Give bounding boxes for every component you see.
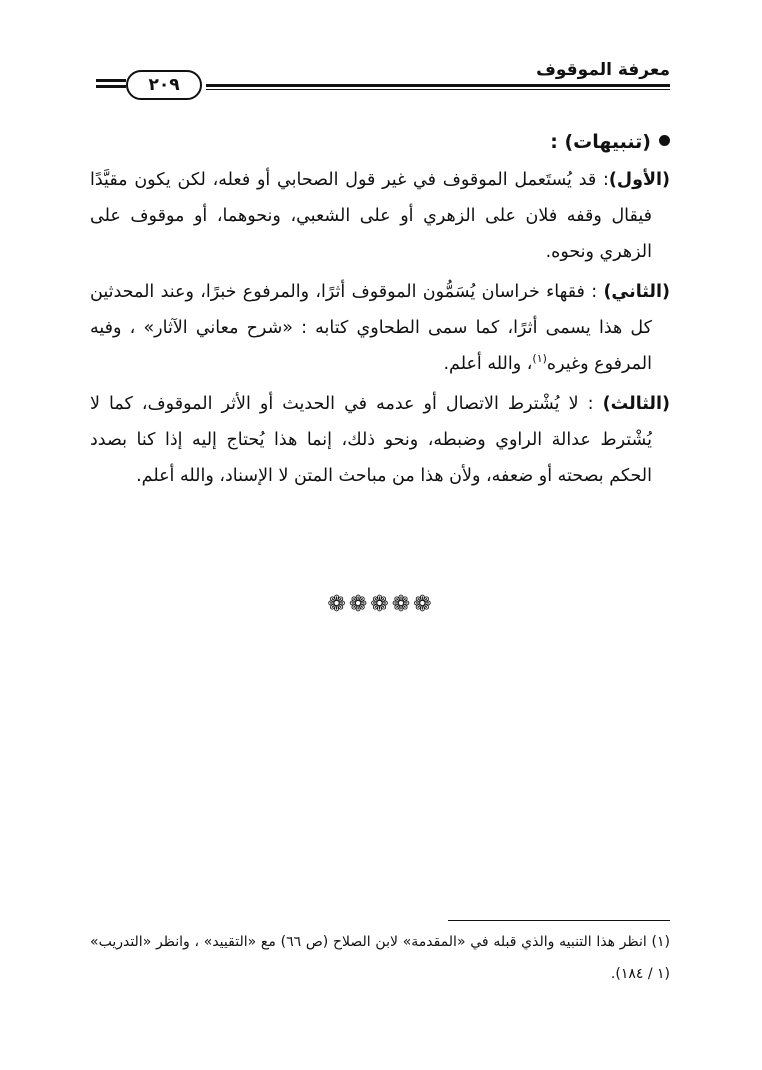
running-title: معرفة الموقوف	[536, 60, 670, 80]
note-label: (الأول)	[608, 170, 670, 190]
note-label: (الثالث)	[602, 394, 670, 414]
main-text	[90, 124, 670, 498]
note-second	[90, 274, 670, 382]
header-rule-thin	[206, 89, 670, 90]
bullet-icon	[659, 135, 670, 146]
ornament-separator: ❁❁❁❁❁	[327, 592, 435, 617]
note-third	[90, 386, 670, 494]
footnotes	[90, 926, 670, 990]
header-rule-left-lower	[96, 85, 126, 88]
section-heading	[90, 124, 670, 160]
note-first	[90, 162, 670, 270]
page-header	[96, 58, 670, 100]
note-text-end: ، والله أعلم.	[443, 354, 533, 374]
footnote-ref: (١)	[532, 352, 547, 366]
note-label: (الثاني)	[603, 282, 670, 302]
header-rule-left-upper	[96, 79, 126, 82]
page-number: ٢٠٩	[126, 70, 202, 100]
note-text: : قد يُستَعمل الموقوف في غير قول الصحابي أو فعله، لكن يكون مقيَّدًا فيقال وقفه فلان على الزهري أو على الشعبي، ونحوهما، أو موقوف على الزهري ونحوه.	[90, 170, 652, 262]
footnote-rule	[448, 920, 670, 921]
footnote-1: (١) انظر هذا التنبيه والذي قبله في «المقدمة» لابن الصلاح (ص ٦٦) مع «التقييد» ، وانظر «التدريب» (١ / ١٨٤).	[90, 934, 670, 982]
note-text: : لا يُشْترط الاتصال أو عدمه في الحديث أو الأثر الموقوف، كما لا يُشْترط عدالة الراوي وضبطه، ونحو ذلك، إنما هذا يُحتاج إليه إذا كنا بصدد الحكم بصحته أو ضعفه، ولأن هذا من مباحث المتن لا الإسناد، والله أعلم.	[90, 394, 652, 486]
note-text: : فقهاء خراسان يُسَمُّون الموقوف أثرًا، والمرفوع خبرًا، وعند المحدثين كل هذا يسمى أثرًا، كما سمى الطحاوي كتابه : «شرح معاني الآثار» ، وفيه المرفوع وغيره	[90, 282, 652, 374]
section-heading-text: (تنبيهات) :	[550, 131, 651, 153]
header-rule-thick	[206, 84, 670, 87]
